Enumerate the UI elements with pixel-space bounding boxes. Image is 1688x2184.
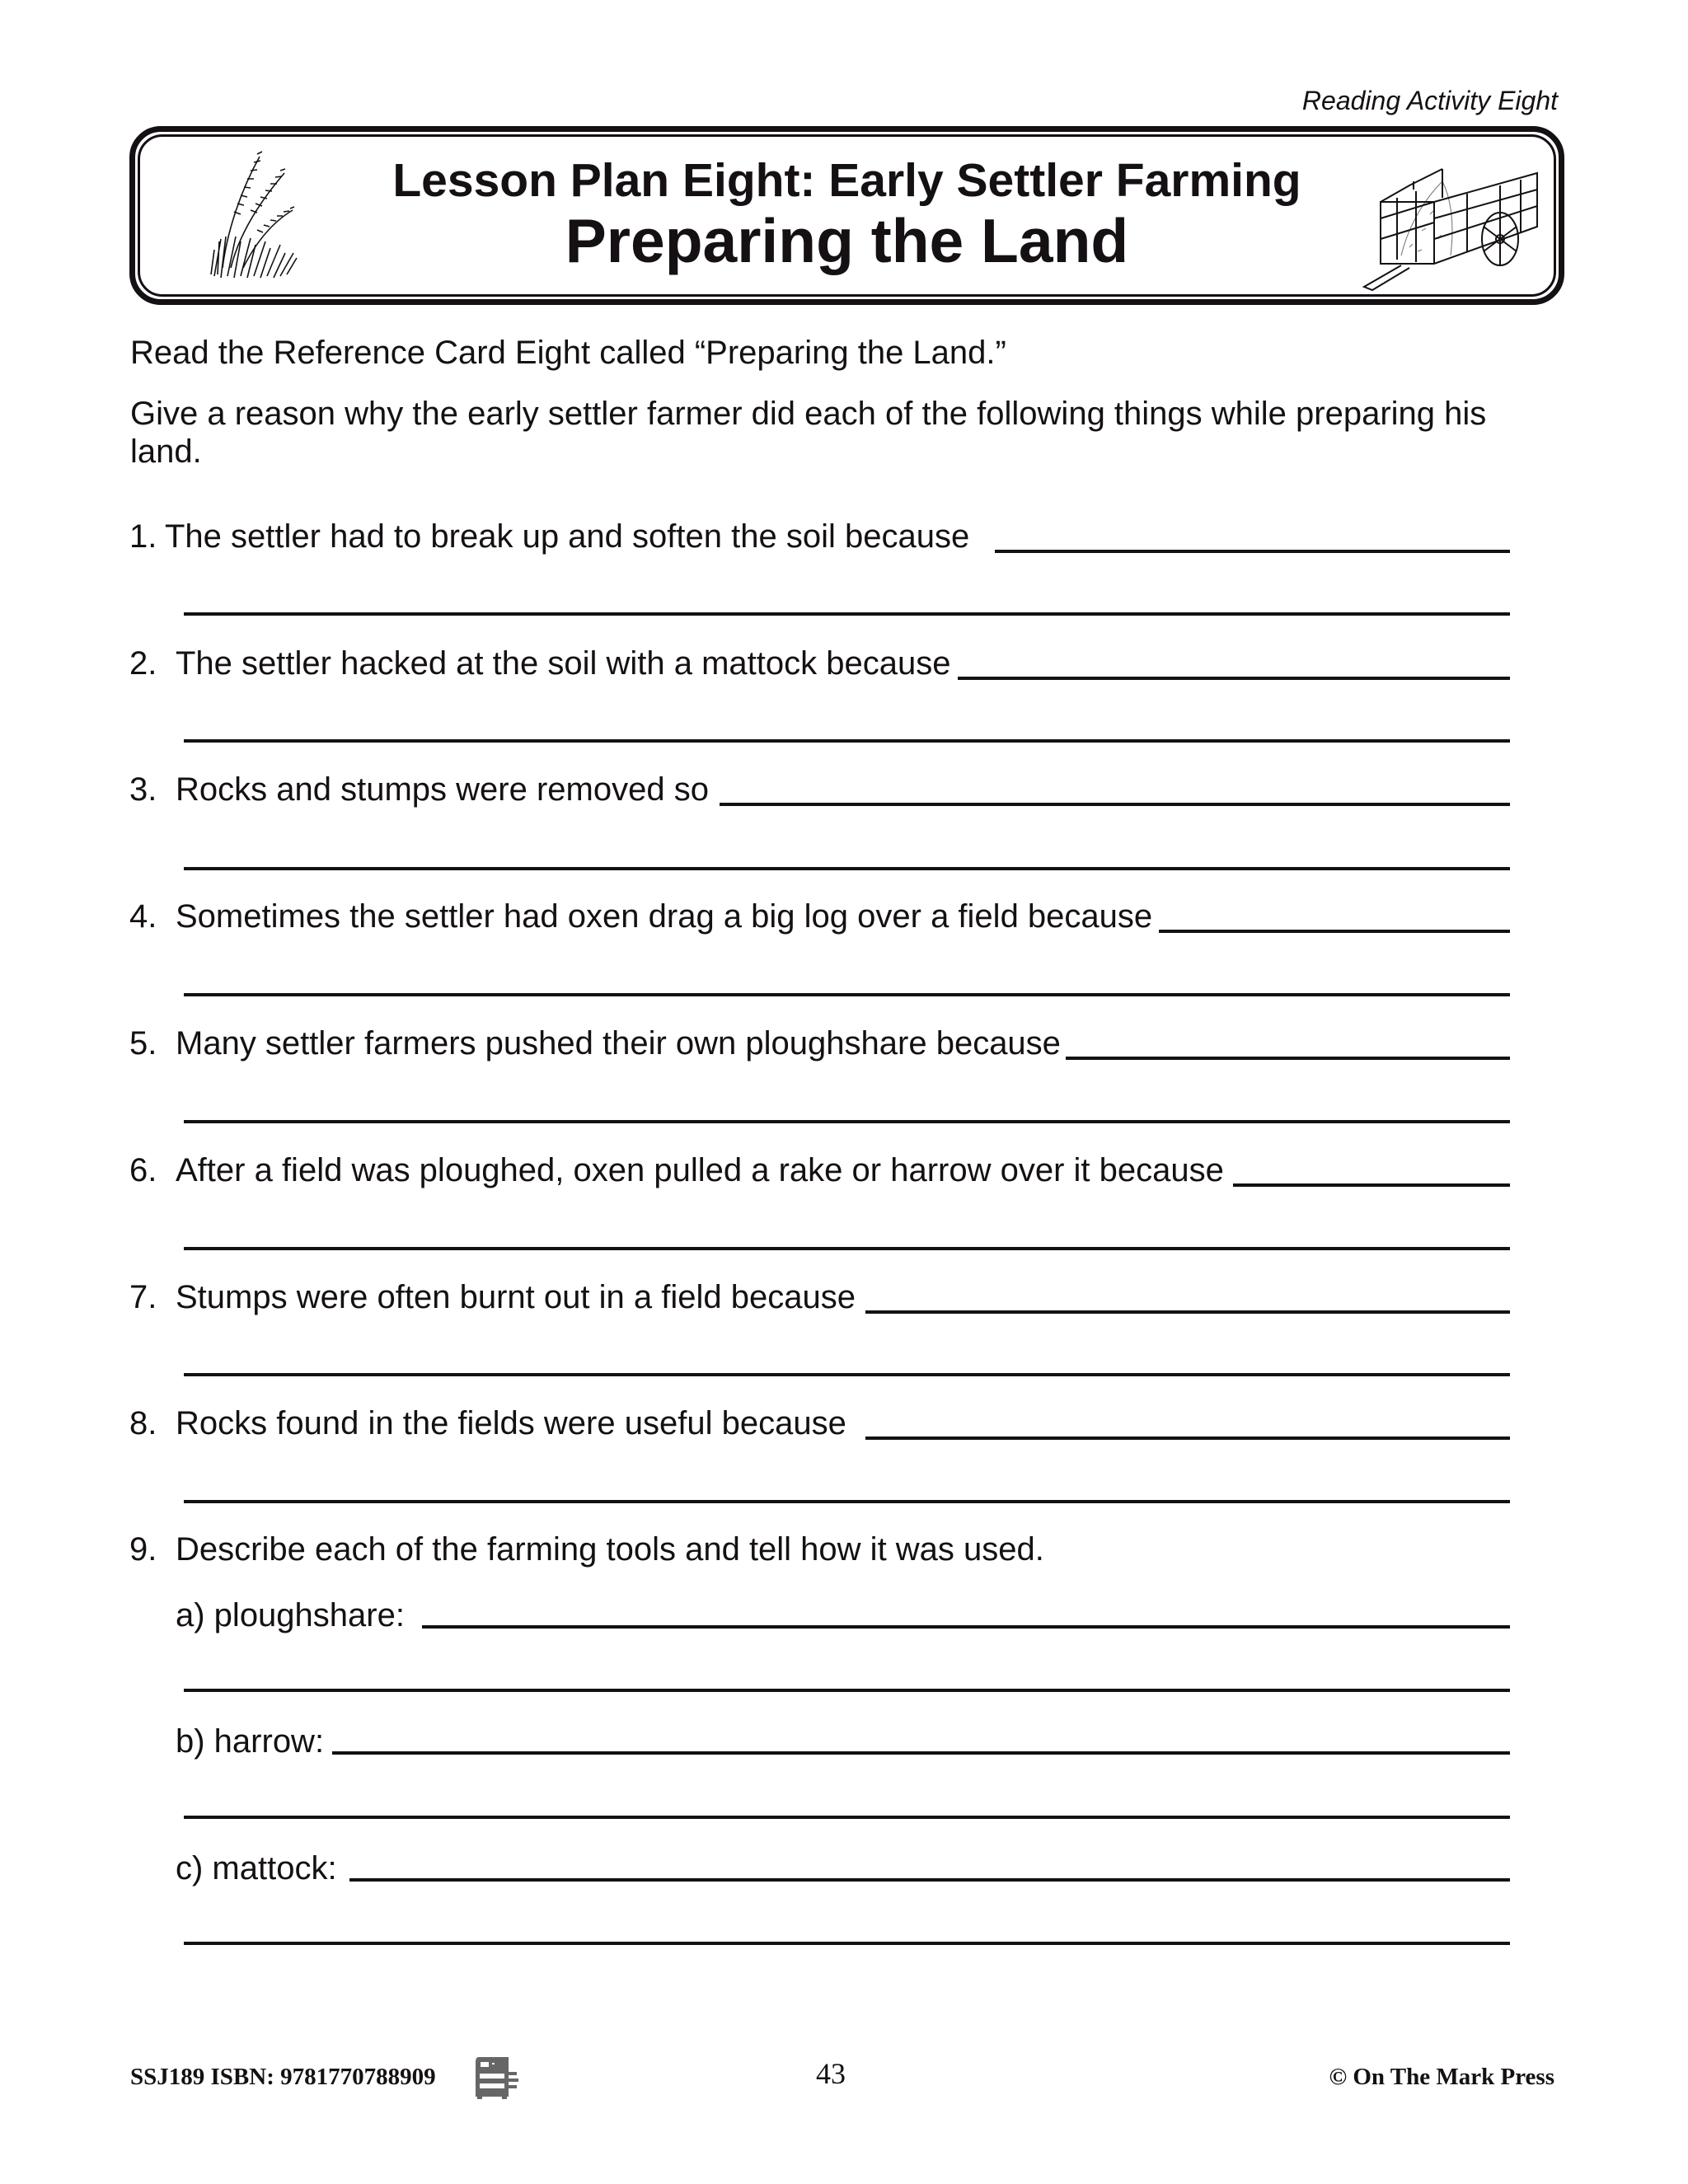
- answer-line[interactable]: [958, 677, 1510, 680]
- answer-line[interactable]: [995, 550, 1510, 553]
- answer-line[interactable]: [865, 1310, 1510, 1314]
- question-number: 7.: [129, 1279, 157, 1315]
- question-number: 9.: [129, 1531, 157, 1568]
- printer-icon[interactable]: [472, 2054, 522, 2100]
- footer-isbn: SSJ189 ISBN: 9781770788909: [130, 2064, 436, 2090]
- answer-line[interactable]: [184, 1120, 1510, 1123]
- question-number: 6.: [129, 1152, 157, 1188]
- tool-label: b) harrow:: [176, 1723, 325, 1760]
- question-text: Sometimes the settler had oxen drag a big log over a field because: [176, 898, 1153, 935]
- answer-line[interactable]: [720, 803, 1510, 806]
- instruction-read-card: Read the Reference Card Eight called “Preparing the Land.”: [130, 335, 1006, 371]
- answer-line[interactable]: [184, 612, 1510, 616]
- page-number: 43: [816, 2057, 846, 2090]
- answer-line[interactable]: [1066, 1057, 1510, 1060]
- answer-line[interactable]: [332, 1751, 1510, 1755]
- tool-label: a) ploughshare:: [176, 1597, 405, 1633]
- answer-line[interactable]: [1233, 1183, 1510, 1187]
- activity-label: Reading Activity Eight: [1301, 86, 1558, 115]
- question-number: 4.: [129, 898, 157, 935]
- answer-line[interactable]: [1159, 930, 1510, 933]
- answer-line[interactable]: [422, 1625, 1510, 1629]
- question-number: 5.: [129, 1025, 157, 1062]
- answer-line[interactable]: [184, 867, 1510, 870]
- tool-label: c) mattock:: [176, 1850, 337, 1886]
- answer-line[interactable]: [184, 1373, 1510, 1376]
- answer-line[interactable]: [184, 1247, 1510, 1250]
- lesson-subtitle: Lesson Plan Eight: Early Settler Farming: [392, 154, 1301, 207]
- question-number: 3.: [129, 771, 157, 808]
- answer-line[interactable]: [184, 1816, 1510, 1819]
- question-text: The settler had to break up and soften the soil because: [165, 518, 970, 555]
- question-text: Rocks and stumps were removed so: [176, 771, 709, 808]
- question-text: The settler hacked at the soil with a mattock because: [176, 645, 951, 682]
- answer-line[interactable]: [184, 1500, 1510, 1503]
- footer-copyright: © On The Mark Press: [1329, 2064, 1554, 2090]
- question-text: Rocks found in the fields were useful because: [176, 1405, 846, 1441]
- question-number: 8.: [129, 1405, 157, 1441]
- question-number: 1.: [129, 518, 157, 555]
- answer-line[interactable]: [184, 1942, 1510, 1945]
- page-title: Preparing the Land: [565, 206, 1129, 275]
- question-text: Stumps were often burnt out in a field because: [176, 1279, 856, 1315]
- question-number: 2.: [129, 645, 157, 682]
- answer-line[interactable]: [349, 1878, 1510, 1882]
- question-text: Many settler farmers pushed their own ploughshare because: [176, 1025, 1061, 1062]
- answer-line[interactable]: [184, 739, 1510, 743]
- question-text: Describe each of the farming tools and tell how it was used.: [176, 1531, 1044, 1568]
- answer-line[interactable]: [184, 993, 1510, 996]
- instruction-give-reason: Give a reason why the early settler farmer did each of the following things while preparing his: [130, 396, 1487, 432]
- question-text: After a field was ploughed, oxen pulled a rake or harrow over it because: [176, 1152, 1224, 1188]
- answer-line[interactable]: [865, 1436, 1510, 1440]
- answer-line[interactable]: [184, 1689, 1510, 1692]
- instruction-give-reason-cont: land.: [130, 434, 202, 470]
